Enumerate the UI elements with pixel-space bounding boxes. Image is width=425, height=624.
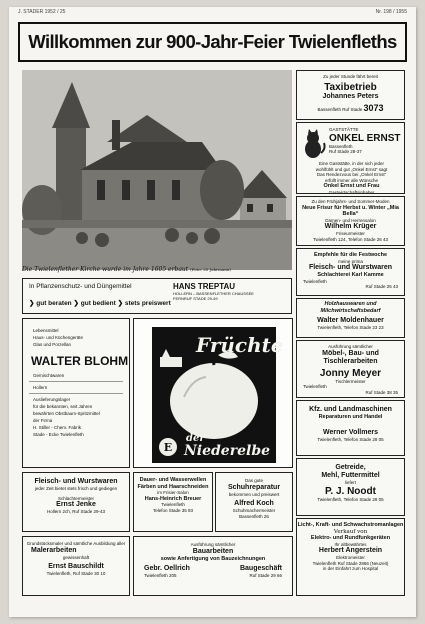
blohm-item: bewährten Obstbaum-Spritzmittel (33, 411, 100, 416)
ad-fruechte (133, 318, 293, 468)
church-illustration (22, 70, 292, 270)
jenke-addr: Hollern 2ch, Ruf Stade 29-43 (46, 509, 106, 514)
arrow-icon: ❯ (73, 300, 79, 307)
meyer-headline: Möbel-, Bau- und Tischlerarbeiten (322, 349, 379, 365)
onkel-name: ONKEL ERNST (329, 132, 401, 144)
ad-noodt (296, 458, 405, 516)
page-title: Willkommen zur 900-Jahr-Feier Twielenfleths (18, 22, 407, 62)
noodt-addr: Twielenfleth, Telefon Stade 28 05 (317, 496, 384, 502)
blohm-item: Hollern (33, 385, 48, 390)
noodt-line1: Getreide, (335, 464, 366, 471)
moldenhauer-headline: Holzhauswaren und Milchwirtschaftsbedarf (320, 301, 381, 314)
taxi-title: Taxibetrieb (324, 81, 377, 93)
jenke-line2: Schlachtermeister (57, 495, 94, 501)
fruechte-title: Früchte (196, 333, 284, 357)
ad-oellrich (133, 536, 293, 596)
breuer-headline: Dauer- und Wasserwellen Färben und Haarschneiden (137, 477, 209, 490)
moldenhauer-addr: Twielenfleth, Telefon Stade 23 23 (317, 325, 384, 330)
arrow-icon: ❯ (117, 300, 124, 307)
treptau-phone: FERNRUF STADE 29-49 (173, 296, 218, 301)
blohm-item: Lebensmittel (33, 328, 59, 333)
oellrich-tel: Ruf Stade 29 66 (249, 573, 282, 578)
photo-caption-text: Die Twielenflether Kirche wurde im Jahre 1605 erbaut (22, 266, 189, 273)
breuer-addr: Twielenfleth (161, 502, 185, 507)
onkel-line1: GASTSTÄTTE (329, 127, 359, 132)
ad-kamme (296, 248, 405, 296)
koch-line2: bekommen und preiswert (228, 491, 280, 497)
angerstein-name: Herbert Angerstein (318, 547, 383, 554)
koch-title: Schuhmachermeister (232, 508, 276, 513)
onkel-ruf: Ruf Stade 28-37 (329, 149, 362, 154)
kamme-name: Schlachterei Karl Kamme (317, 272, 384, 278)
breuer-tel: Telefon Stade 35 93 (152, 507, 194, 513)
blohm-item: Gemischtwaren (33, 373, 65, 378)
ad-bauschildt (22, 536, 130, 596)
blohm-item: Auslieferungslager (33, 397, 71, 402)
kamme-line1: meine prima (338, 258, 363, 264)
oellrich-addr: Twielenfleth 205 (144, 573, 177, 578)
ad-taxi (296, 70, 405, 120)
divider (29, 393, 123, 394)
taxi-phone-row (297, 103, 404, 113)
ad-vollmers (296, 400, 405, 456)
noodt-line3: liefert (344, 480, 356, 485)
vollmers-name: Werner Vollmers (323, 428, 378, 436)
onkel-last: Gastwirtschaftsinhaber (328, 189, 375, 194)
kamme-headline: Empfehle für die Festwoche (313, 252, 388, 258)
krueger-addr: Twielenfleth 124, Telefon Stade 26 43 (313, 236, 388, 242)
taxi-name: Johannes Peters (322, 92, 379, 100)
blohm-name: WALTER BLOHM (31, 354, 129, 368)
blohm-item: H. Stiller - Chem. Fabrik (33, 425, 82, 430)
taxi-tel: 3073 (363, 102, 384, 113)
ad-angerstein (296, 518, 405, 596)
jenke-line1: jeder Zeit bietet stets frisch und gediegen (34, 486, 118, 491)
noodt-name: P. J. Noodt (325, 485, 376, 497)
angerstein-line3: Ihr altbewährtes (334, 541, 367, 547)
jenke-headline: Fleisch- und Wurstwaren (34, 478, 118, 485)
krueger-line1: Zu den Frühjahrs- und Sommer-Moden (311, 199, 390, 204)
ad-onkel-ernst (296, 122, 405, 194)
treptau-address: HOLLERN – BASSENFLETHER CHAUSSEE (173, 291, 254, 296)
taxi-tel-label: Bassenfleth Ruf Stade (317, 106, 363, 112)
treptau-slogans (29, 299, 171, 307)
oellrich-title: Baugeschäft (239, 565, 282, 572)
page-header-line (18, 9, 407, 18)
meyer-title: Tischlermeister (335, 378, 366, 384)
fruechte-region: Niederelbe (184, 443, 271, 459)
ad-treptau (22, 278, 292, 314)
kamme-addr: Twielenfleth (303, 278, 327, 284)
meyer-tel: Ruf Stade 38 35 (365, 389, 398, 395)
bauschildt-line2: gewissenhaft (62, 554, 90, 560)
angerstein-line2: Elektro- und Rundfunkgeräten (310, 535, 391, 541)
ad-blohm (22, 318, 130, 468)
vollmers-headline: Kfz. und Landmaschinen (309, 406, 392, 413)
treptau-slogan-2: gut bedient (80, 300, 116, 307)
onkel-text-1: Eine Gaststätte, in der sich jeder (318, 161, 385, 166)
ad-koch (215, 472, 293, 532)
krueger-sub: Damen- und Herrensalon (325, 217, 376, 223)
meyer-addr: Twielenfleth (303, 384, 327, 389)
blohm-item: Stade - Ecke Twielenfleth (33, 432, 84, 437)
bauschildt-line1: Grundstücksmaler und sämtliche Ausbildung aller (26, 541, 126, 546)
header-right-text: Nr. 198 / 1955 (375, 9, 407, 15)
koch-addr: Bassenfleth 26 (239, 513, 269, 519)
onkel-text-3: Das Rendezvous bei „Onkel Ernst“ (316, 172, 387, 177)
breuer-line1: im Frisier-Salon (157, 490, 189, 495)
cat-icon (300, 129, 326, 159)
blohm-item: der Firma (33, 418, 53, 423)
koch-name: Alfred Koch (234, 500, 274, 507)
kamme-tel: Ruf Stade 25 43 (365, 284, 398, 289)
vollmers-sub: Reparaturen und Handel (318, 414, 383, 420)
ad-krueger (296, 196, 405, 246)
angerstein-addr: Twielenfleth Ruf Stade 2866 (Neuzeit) (312, 560, 389, 566)
oellrich-line2: sowie Anfertigung von Bauzeichnungen (160, 555, 266, 562)
bauschildt-addr: Twielenfleth, Ruf Stade 30 10 (46, 571, 106, 576)
onkel-sub: Bassenfleth (329, 143, 353, 149)
onkel-text-2: wohlfühlt und gut „Onkel Ernst“ sagt (315, 166, 388, 172)
photo-caption (22, 266, 292, 276)
bauschildt-name: Ernst Bauschildt (48, 563, 104, 570)
blohm-top-items (23, 327, 129, 348)
krueger-title: Friseurmeister (336, 231, 365, 236)
oellrich-line1: Ausführung sämtlicher (190, 542, 236, 547)
krueger-headline: Neue Frisur für Herbst u. Winter „Mia Bella“ (302, 204, 399, 217)
koch-headline: Schuhreparatur (227, 483, 281, 491)
oellrich-name: Gebr. Oellrich (144, 565, 190, 572)
ad-jenke (22, 472, 130, 532)
angerstein-headline: Licht-, Kraft- und Schwachstromanlagen (297, 522, 404, 528)
jenke-name: Ernst Jenke (56, 501, 96, 508)
onkel-text-4: erfüllt immer alle Wünsche (324, 177, 378, 183)
onkel-owners: Onkel Ernst und Frau (323, 183, 380, 189)
ad-moldenhauer (296, 298, 405, 338)
svg-text:E: E (163, 441, 173, 454)
treptau-slogan-3: stets preiswert (124, 300, 171, 307)
treptau-line1: In Pflanzenschutz- und Düngemittel (29, 283, 132, 290)
ad-meyer (296, 340, 405, 398)
moldenhauer-name: Walter Moldenhauer (317, 317, 384, 324)
treptau-slogan-1: gut beraten (36, 300, 72, 307)
blohm-item: Haus- und Küchengeräte (33, 335, 84, 340)
ad-breuer (133, 472, 213, 532)
blohm-item: Glas und Porzellan (33, 342, 72, 347)
church-photo (22, 70, 292, 270)
krueger-name: Wilhelm Krüger (324, 223, 377, 230)
kamme-line2: Fleisch- und Wurstwaren (308, 264, 393, 271)
header-left-text: J. STADER 1952 / 25 (18, 9, 66, 15)
photo-credit: (Foto: 25 Jahrmann) (190, 267, 231, 272)
oellrich-headline: Bauarbeiten (192, 547, 234, 555)
meyer-name: Jonny Meyer (319, 367, 382, 379)
fruechte-der: der (186, 433, 205, 444)
koch-line1: Das gute (244, 478, 263, 483)
divider (29, 381, 123, 382)
arrow-icon: ❯ (29, 300, 35, 307)
treptau-name: HANS TREPTAU (173, 282, 236, 291)
meyer-line1: Ausführung sämtlicher (328, 344, 373, 349)
noodt-line2: Mehl, Futtermittel (321, 472, 380, 479)
angerstein-title: Elektromeister (336, 555, 365, 560)
breuer-name: Hans-Heinrich Breuer (144, 495, 202, 502)
angerstein-line4: in der Einfahrt zum Hospital (322, 566, 379, 571)
blohm-item: für die bekannten, seit Jahren (33, 404, 93, 409)
angerstein-line1: Verkauf von (333, 528, 368, 535)
taxi-line1: Zu jeder Stunde fährt bereit (323, 74, 378, 79)
vollmers-addr: Twielenfleth, Telefon Stade 28 05 (317, 436, 384, 442)
bauschildt-headline: Malerarbeiten (31, 546, 77, 554)
